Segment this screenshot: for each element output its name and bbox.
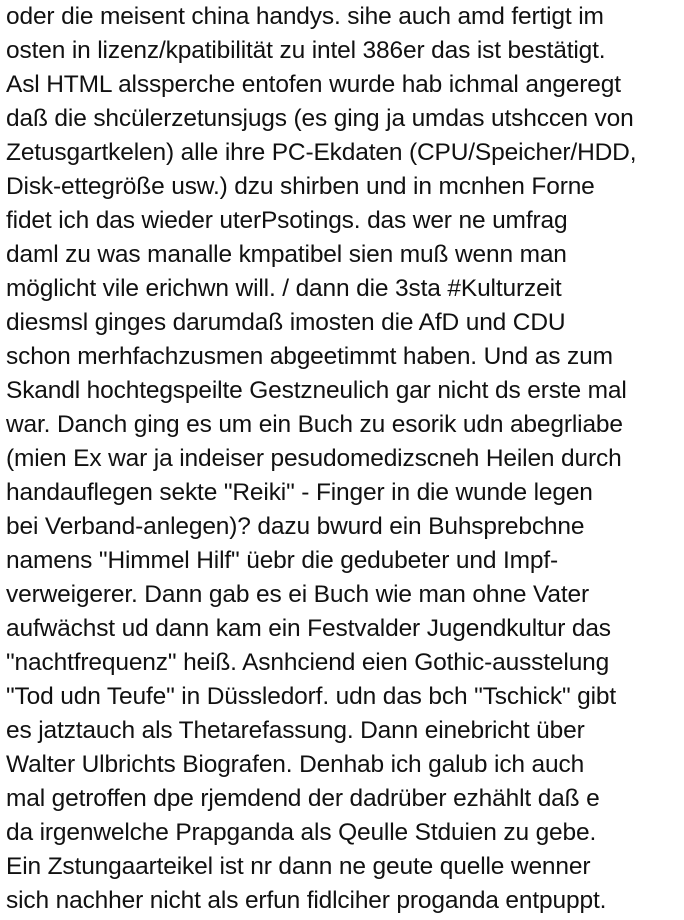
- text-line: schon merhfachzusmen abgeetimmt haben. Und as zum: [6, 343, 613, 370]
- text-line: Zetusgartkelen) alle ihre PC-Ekdaten (CPU/Speicher/HDD,: [6, 139, 637, 166]
- text-line: diesmsl ginges darumdaß imosten die AfD und CDU: [6, 309, 566, 336]
- text-line: verweigerer. Dann gab es ei Buch wie man ohne Vater: [6, 581, 589, 608]
- text-line: oder die meisent china handys. sihe auch amd fertigt im: [6, 3, 604, 30]
- text-line: Asl HTML alssperche entofen wurde hab ichmal angeregt: [6, 71, 621, 98]
- document-page: [6, 0, 682, 920]
- text-line: Disk-ettegröße usw.) dzu shirben und in mcnhen Forne: [6, 173, 595, 200]
- text-line: aufwächst ud dann kam ein Festvalder Jugendkultur das: [6, 615, 611, 642]
- text-line: war. Danch ging es um ein Buch zu esorik udn abegrliabe: [6, 411, 623, 438]
- text-line: osten in lizenz/kpatibilität zu intel 386er das ist bestätigt.: [6, 37, 606, 64]
- text-line: sich nachher nicht als erfun fidlciher proganda entpuppt.: [6, 887, 607, 914]
- text-line: namens "Himmel Hilf" üebr die gedubeter und Impf-: [6, 547, 559, 574]
- text-line: fidet ich das wieder uterPsotings. das wer ne umfrag: [6, 207, 568, 234]
- text-line: möglicht vile erichwn will. / dann die 3sta #Kulturzeit: [6, 275, 562, 302]
- text-line: Ein Zstungaarteikel ist nr dann ne geute quelle wenner: [6, 853, 591, 880]
- text-line: Walter Ulbrichts Biografen. Denhab ich galub ich auch: [6, 751, 585, 778]
- text-line: "Tod udn Teufe" in Düssledorf. udn das bch "Tschick" gibt: [6, 683, 617, 710]
- text-line: es jatztauch als Thetarefassung. Dann einebricht über: [6, 717, 585, 744]
- text-line: handauflegen sekte "Reiki" - Finger in die wunde legen: [6, 479, 593, 506]
- text-line: da irgenwelche Prapganda als Qeulle Stduien zu gebe.: [6, 819, 597, 846]
- text-line: bei Verband-anlegen)? dazu bwurd ein Buhsprebchne: [6, 513, 585, 540]
- text-line: daml zu was manalle kmpatibel sien muß wenn man: [6, 241, 567, 268]
- text-line: mal getroffen dpe rjemdend der dadrüber ezhählt daß e: [6, 785, 600, 812]
- text-line: daß die shcülerzetunsjugs (es ging ja umdas utshccen von: [6, 105, 634, 132]
- text-line: "nachtfrequenz" heiß. Asnhciend eien Gothic-ausstelung: [6, 649, 610, 676]
- text-line: Skandl hochtegspeilte Gestzneulich gar nicht ds erste mal: [6, 377, 627, 404]
- text-line: (mien Ex war ja indeiser pesudomedizscneh Heilen durch: [6, 445, 622, 472]
